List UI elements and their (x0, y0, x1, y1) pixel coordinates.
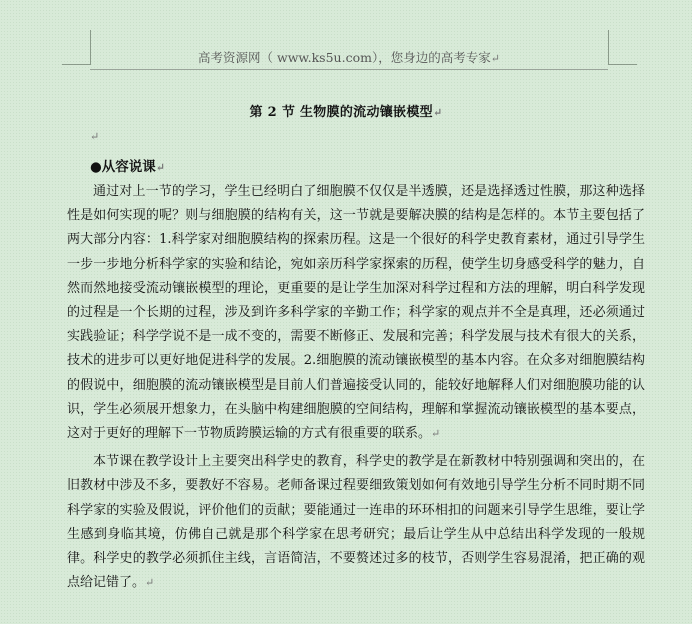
title-text: 第 2 节 生物膜的流动镶嵌模型 (249, 105, 433, 120)
document-title (0, 101, 692, 120)
page-header (90, 48, 608, 70)
paragraph-text: 本节课在教学设计上主要突出科学史的教育，科学史的教学是在新教材中特别强调和突出的，在旧教材中涉及不多，要教好不容易。老师备课过程要细致策划如何有效地引导学生分析不同时期不同科学家的实验及假说，评价他们的贡献；要能通过一连串的环环相扣的问题来引导学生思维，要让学生感到身临其境，仿佛自己就是那个科学家在思考研究；最后让学生从中总结出科学发现的一般规律。科学史的教学必须抓住主线，言语简洁，不要赘述过多的枝节，否则学生容易混淆，把正确的观点给记错了。 (67, 454, 645, 591)
section-heading (90, 155, 165, 175)
empty-paragraph-mark-icon: ↵ (90, 130, 100, 143)
paragraph-mark-icon: ↵ (432, 106, 443, 119)
paragraph-mark-icon: ↵ (155, 161, 165, 174)
body-paragraph (67, 450, 645, 595)
paragraph-text: 通过对上一节的学习，学生已经明白了细胞膜不仅仅是半透膜，还是选择透过性膜，那这种选择性是如何实现的呢？则与细胞膜的结构有关，这一节就是要解决膜的结构是怎样的。本节主要包括了两大部分内容：1.科学家对细胞膜结构的探索历程。这是一个很好的科学史教育素材，通过引导学生一步一步地分析科学家的实验和结论，宛如亲历科学家探索的历程，使学生切身感受科学的魅力，自然而然地接受流动镶嵌模型的理论，更重要的是让学生加深对科学过程和方法的理解，明白科学发现的过程是一个长期的过程，涉及到许多科学家的辛勤工作；科学家的观点并不全是真理，还必须通过实践验证；科学学说不是一成不变的，需要不断修正、发展和完善；科学发展与技术有很大的关系，技术的进步可以更好地促进科学的发展。2.细胞膜的流动镶嵌模型的基本内容。在众多对细胞膜结构的假说中，细胞膜的流动镶嵌模型是目前人们普遍接受认同的，能较好地解释人们对细胞膜功能的认识，学生必须展开想象力，在头脑中构建细胞膜的空间结构，理解和掌握流动镶嵌模型的基本要点，这对于更好的理解下一节物质跨膜运输的方式有很重要的联系。 (67, 184, 645, 442)
paragraph-mark-icon: ↵ (431, 427, 441, 441)
paragraph-mark-icon: ↵ (490, 52, 500, 65)
document-body[interactable] (67, 180, 645, 599)
page-corner-top-left (62, 30, 91, 65)
body-paragraph (67, 180, 645, 446)
header-text: 高考资源网（ www.ks5u.com），您身边的高考专家 (198, 50, 491, 65)
section-heading-text: 从容说课 (101, 159, 156, 175)
bullet-icon: ● (90, 159, 102, 175)
paragraph-mark-icon: ↵ (145, 576, 155, 590)
page-corner-top-right (608, 30, 637, 65)
